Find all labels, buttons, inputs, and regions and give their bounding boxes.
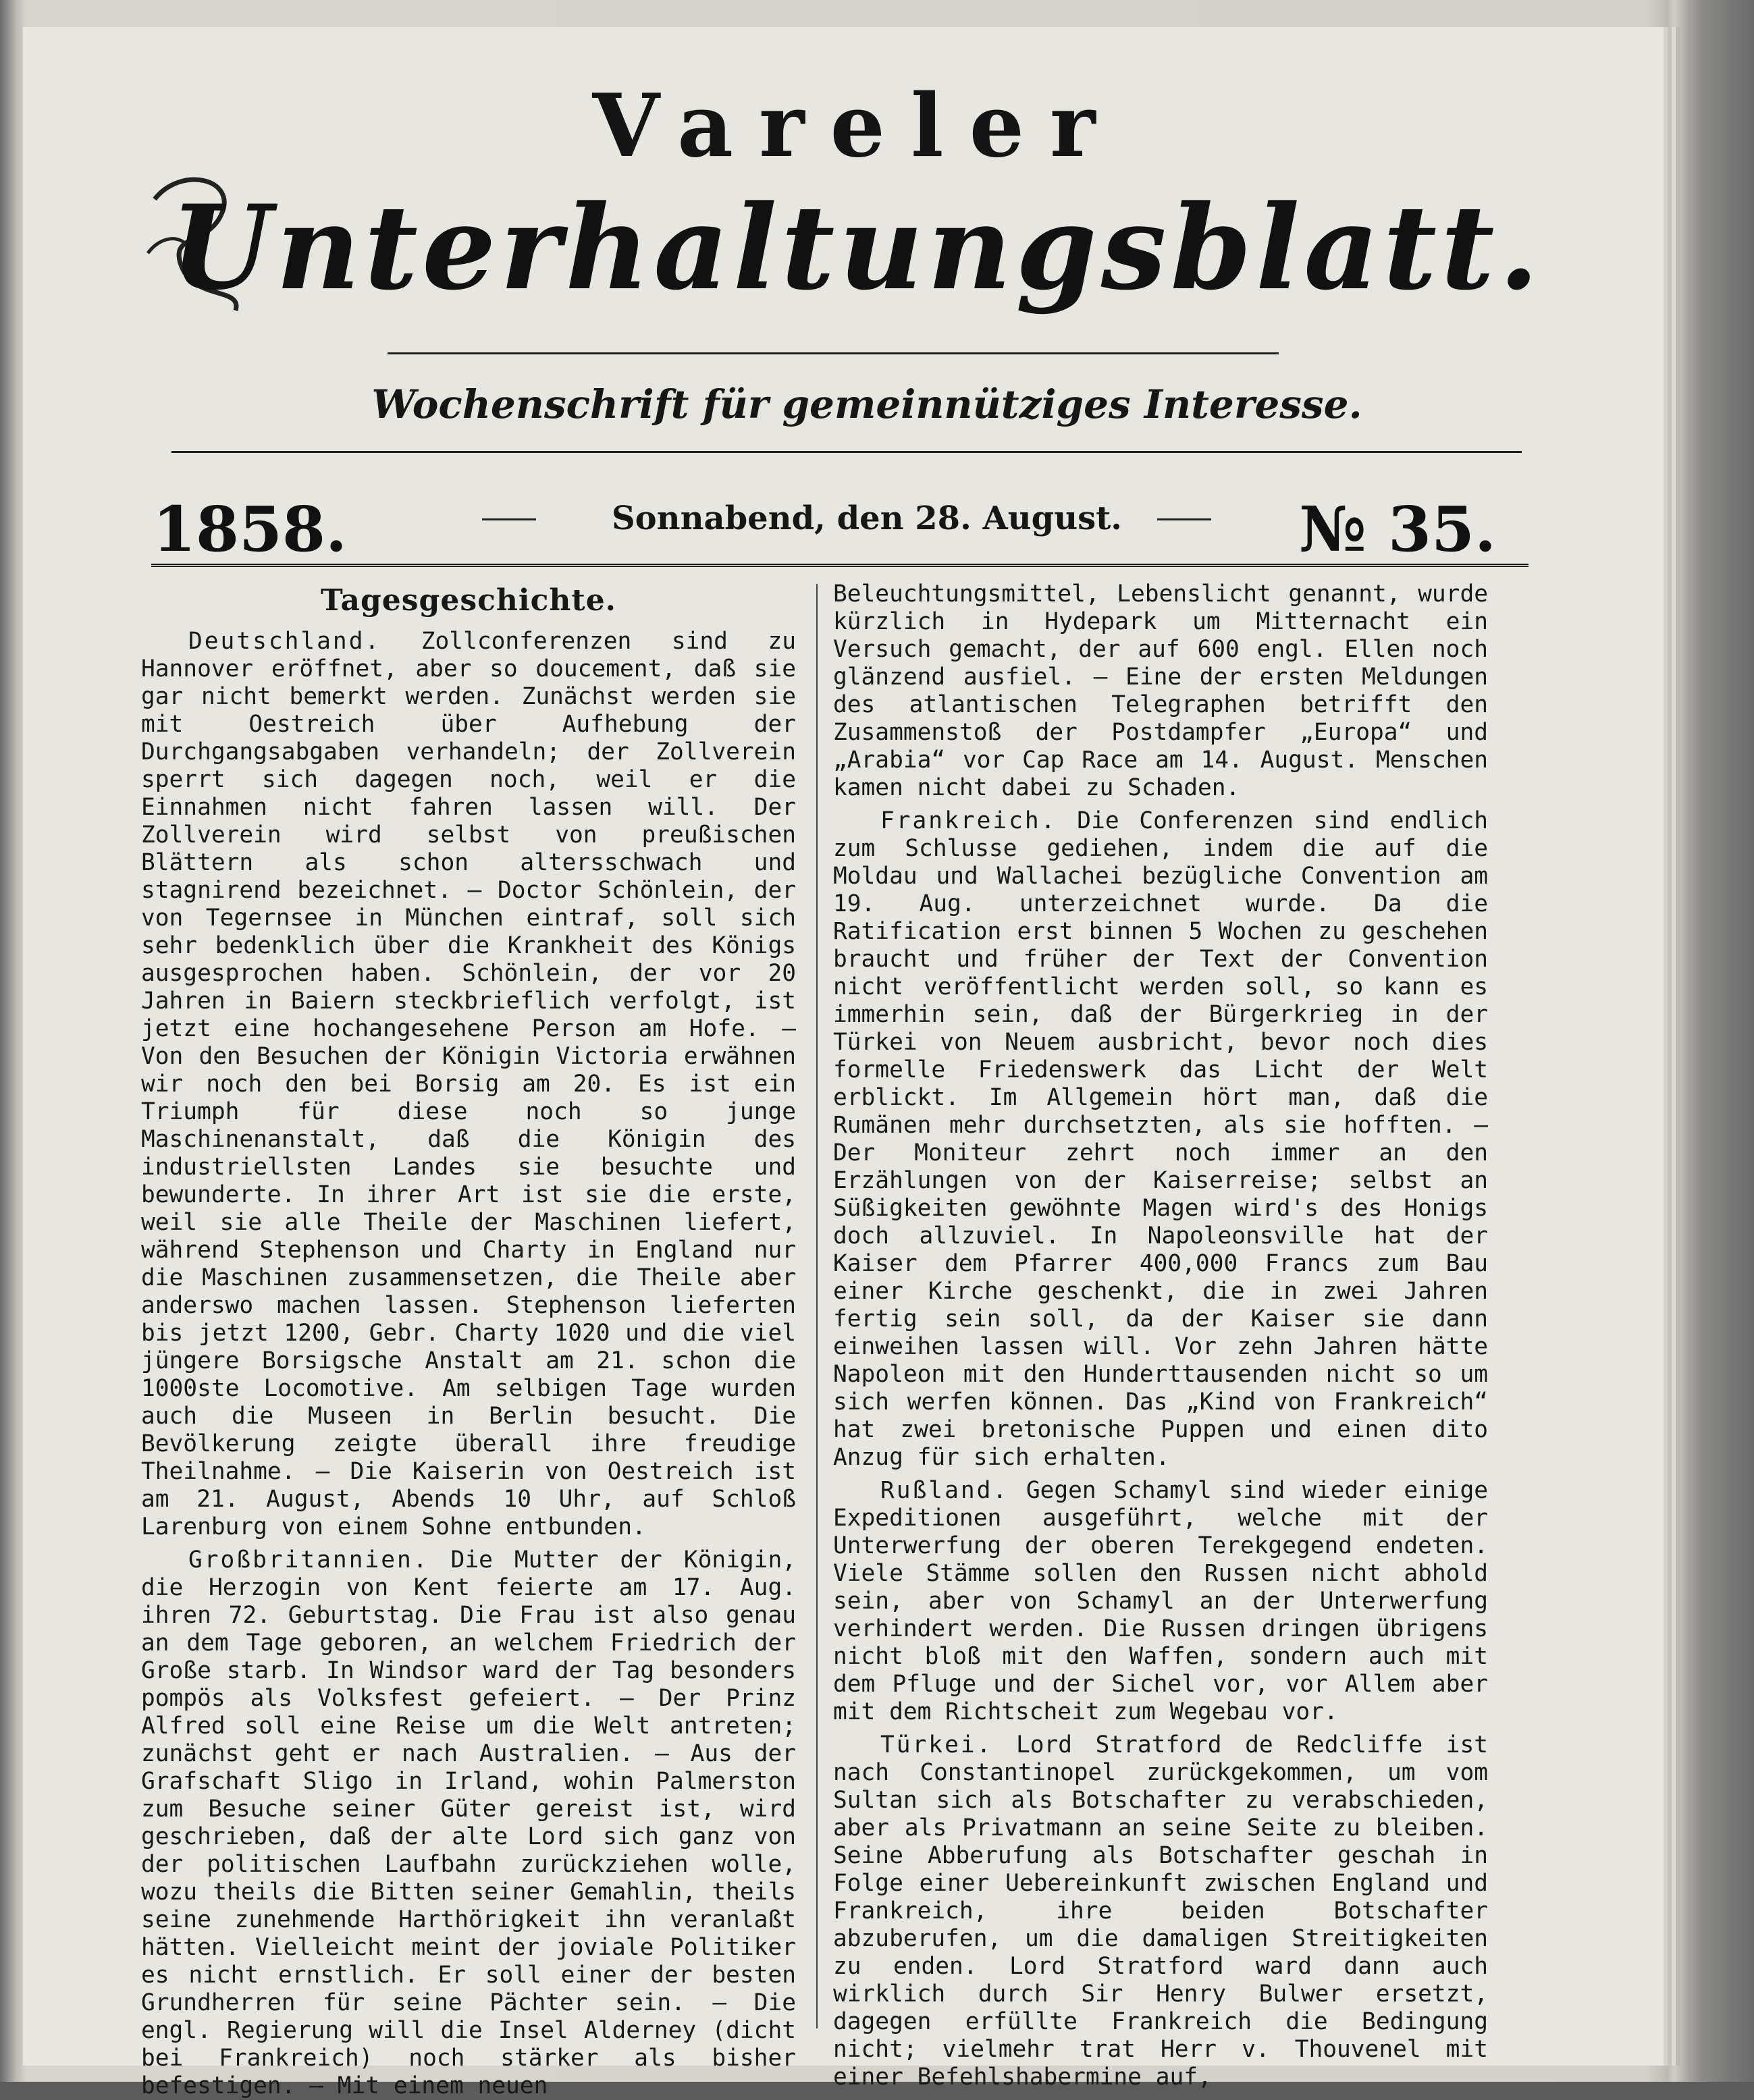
paragraph-text: Die Conferenzen sind endlich zum Schlusse gediehen, indem die auf die Moldau und Wallachei bezügliche Convention am 19. Aug. unterzeichnet wurde. Da die Ratification erst binnen 5 Wochen zu geschehen braucht und früher der Text der Convention nicht veröffentlicht werden soll, so kann es immerhin sein, daß der Bürgerkrieg in der Türkei von Neuem ausbricht, bevor noch dies formelle Friedenswerk das Licht der Welt erblickt. Im Allgemein hört man, daß die Rumänen mehr durchsetzten, als sie hofften. — Der Moniteur zehrt noch immer an den Erzählungen von der Kaiserreise; selbst an Süßigkeiten gewöhnte Magen wird's des Honigs doch allzuviel. In Napoleonsville hat der Kaiser dem Pfarrer 400,000 Francs zum Bau einer Kirche geschenkt, die in zwei Jahren fertig sein soll, da der Kaiser sie dann einweihen lassen will. Vor zehn Jahren hätte Napoleon mit den Hunderttausenden nicht so um sich werfen können. Das „Kind von Frankreich“ hat zwei bretonische Puppen und einen dito Anzug für sich erhalten. <box>833 807 1488 1471</box>
paragraph-text: Beleuchtungsmittel, Lebenslicht genannt, wurde kürzlich in Hydepark um Mitternacht ein Versuch gemacht, der auf 600 engl. Ellen noch glänzend ausfiel. — Eine der ersten Meldungen des atlantischen Telegraphen betrifft den Zusammenstoß der Postdampfer „Europa“ und „Arabia“ vor Cap Race am 14. August. Menschen kamen nicht dabei zu Schaden. <box>833 581 1488 801</box>
country-lead: Frankreich. <box>880 807 1057 834</box>
header-double-rule <box>151 564 1529 568</box>
paragraph-text: Gegen Schamyl sind wieder einige Expeditionen ausgeführt, welche mit der Unterwerfung der oberen Terekgegend endeten. Viele Stämme sollen den Russen nicht abhold sein, aber von Schamyl an der Unterwerfung verhindert werden. Die Russen dringen übrigens nicht bloß mit den Waffen, sondern auch mit dem Pfluge und der Sichel vor, vor Allem aber mit dem Richtscheit zum Wegebau vor. <box>833 1477 1488 1725</box>
article-paragraph <box>833 1477 1488 1726</box>
article-paragraph <box>833 1731 1488 2091</box>
article-paragraph <box>833 581 1488 802</box>
section-heading: Tagesgeschichte. <box>320 583 617 618</box>
right-column <box>833 581 1488 2091</box>
column-divider <box>816 584 818 2028</box>
country-lead: Türkei. <box>880 1731 993 1758</box>
issue-number: № 35. <box>1299 493 1497 566</box>
header-rule <box>388 352 1279 354</box>
newspaper-page <box>23 27 1664 2099</box>
paragraph-text: Lord Stratford de Redcliffe ist nach Constantinopel zurückgekommen, um vom Sultan sich als Botschafter zu verabschieden, aber als Privatmann an seine Seite zu bleiben. Seine Abberufung als Botschafter geschah in Folge einer Uebereinkunft zwischen England und Frankreich, ihre beiden Botschafter abzuberufen, um die damaligen Streitigkeiten zu enden. Lord Stratford ward dann auch wirklich durch Sir Henry Bulwer ersetzt, dagegen erfüllte Frankreich die Bedingung nicht; vielmehr trat Herr v. Thouvenel mit einer Befehlshabermine auf, <box>833 1731 1488 2091</box>
article-paragraph <box>141 1546 796 2100</box>
country-lead: Deutschland. <box>188 628 381 655</box>
country-lead: Großbritannien. <box>188 1546 429 1573</box>
left-column <box>141 581 796 2100</box>
paragraph-text: Die Mutter der Königin, die Herzogin von Kent feierte am 17. Aug. ihren 72. Geburtstag. Die Frau ist also genau an dem Tage geboren, an welchem Friedrich der Große starb. In Windsor ward der Tag besonders pompös als Volksfest gefeiert. — Der Prinz Alfred soll eine Reise um die Welt antreten; zunächst geht er nach Australien. — Aus der Grafschaft Sligo in Irland, wohin Palmerston zum Besuche seiner Güter gereist ist, wird geschrieben, daß der alte Lord sich ganz von der politischen Laufbahn zurückziehen wolle, wozu theils die Bitten seiner Gemahlin, theils seine zunehmende Harthörigkeit ihn veranlaßt hätten. Vielleicht meint der joviale Politiker es nicht ernstlich. Er soll einer der besten Grundherren für seine Pächter sein. — Die engl. Regierung will die Insel Alderney (dicht bei Frankreich) noch stärker als bisher befestigen. — Mit einem neuen <box>141 1546 796 2099</box>
paragraph-text: Zollconferenzen sind zu Hannover eröffnet, aber so doucement, daß sie gar nicht bemerkt werden. Zunächst werden sie mit Oestreich über Aufhebung der Durchgangsabgaben verhandeln; der Zollverein sperrt sich dagegen noch, weil er die Einnahmen nicht fahren lassen will. Der Zollverein wird selbst von preußischen Blättern als schon altersschwach und stagnirend bezeichnet. — Doctor Schönlein, der von Tegernsee in München eintraf, soll sich sehr bedenklich über die Krankheit des Königs ausgesprochen haben. Schönlein, der vor 20 Jahren in Baiern steckbrieflich verfolgt, ist jetzt eine hochangesehene Person am Hofe. — Von den Besuchen der Königin Victoria erwähnen wir noch den bei Borsig am 20. Es ist ein Triumph für diese noch so junge Maschinenanstalt, daß die Königin des industriellsten Landes sie besuchte und bewunderte. In ihrer Art ist sie die erste, weil sie alle Theile der Maschinen liefert, während Stephenson und Charty in England nur die Maschinen zusammensetzen, die Theile aber anderswo machen lassen. Stephenson lieferten bis jetzt 1200, Gebr. Charty 1020 und die viel jüngere Borsigsche Anstalt am 21. schon die 1000ste Locomotive. Am selbigen Tage wurden auch die Museen in Berlin besucht. Die Bevölkerung zeigte überall ihre freudige Theilnahme. — Die Kaiserin von Oestreich ist am 21. August, Abends 10 Uhr, auf Schloß Larenburg von einem Sohne entbunden. <box>141 628 796 1540</box>
dateline-rule-right <box>1157 518 1211 520</box>
article-paragraph <box>833 807 1488 1472</box>
article-paragraph <box>141 628 796 1541</box>
header-rule <box>171 451 1522 453</box>
issue-year: 1858. <box>153 493 348 566</box>
masthead-top: Vareler <box>592 76 1121 177</box>
issue-date: Sonnabend, den 28. August. <box>612 500 1122 537</box>
country-lead: Rußland. <box>880 1477 1009 1504</box>
masthead-subtitle: Wochenschrift für gemeinnütziges Interesse. <box>371 381 1362 427</box>
masthead-title: Unterhaltungsblatt. <box>170 179 1543 316</box>
